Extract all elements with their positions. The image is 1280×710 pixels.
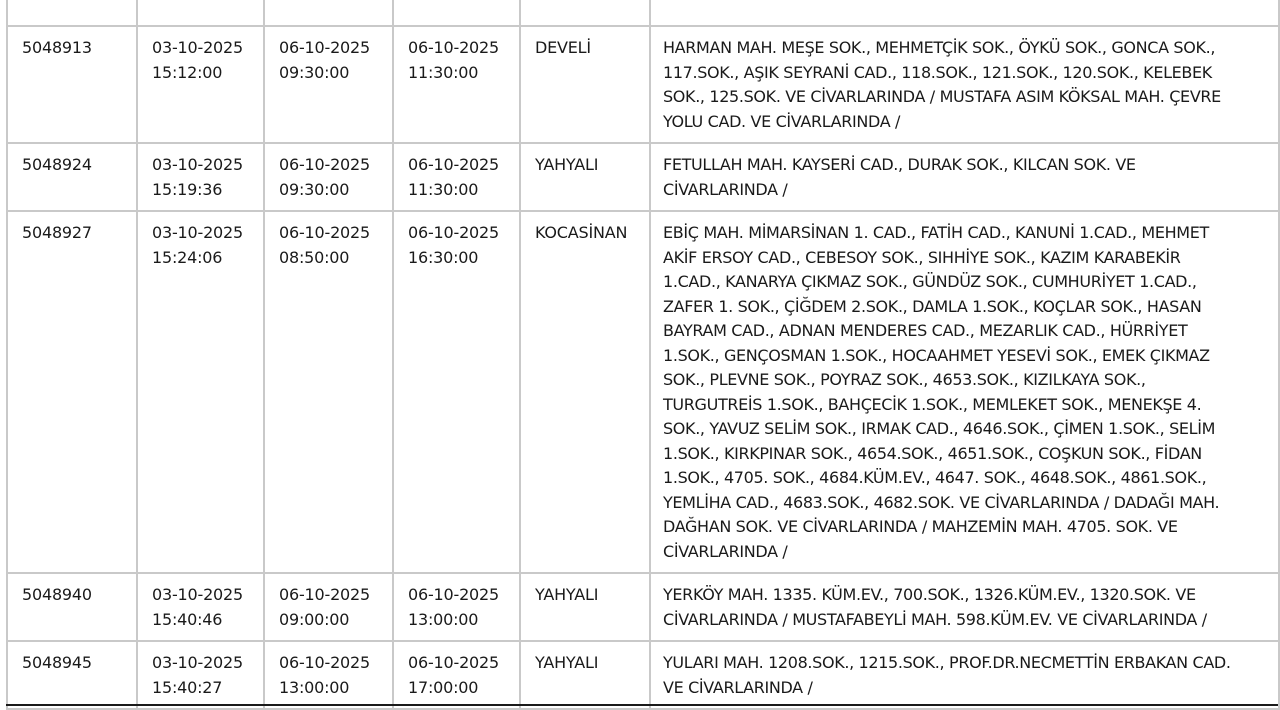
cell-text-line: 15:19:36 bbox=[152, 179, 223, 199]
end-datetime-cell bbox=[393, 143, 520, 211]
start-datetime-cell bbox=[264, 143, 393, 211]
district-cell bbox=[520, 211, 650, 573]
table-row bbox=[7, 211, 1279, 573]
district-cell bbox=[520, 143, 650, 211]
cell-text-line: 09:30:00 bbox=[279, 179, 350, 199]
cell-text-line: 1.SOK., GENÇOSMAN 1.SOK., HOCAAHMET YESEVİ SOK., EMEK ÇIKMAZ bbox=[663, 345, 1210, 365]
cell-text-line: 03-10-2025 bbox=[152, 155, 243, 174]
start-datetime-cell bbox=[264, 26, 393, 143]
cell-text-line: 06-10-2025 bbox=[279, 653, 370, 672]
cell-text-line: 117.SOK., AŞIK SEYRANİ CAD., 118.SOK., 121.SOK., 120.SOK., KELEBEK bbox=[663, 62, 1212, 82]
cell-text-line: YERKÖY MAH. 1335. KÜM.EV., 700.SOK., 1326.KÜM.EV., 1320.SOK. VE bbox=[663, 585, 1196, 604]
cell-text-line: CİVARLARINDA / MUSTAFABEYLİ MAH. 598.KÜM.EV. VE CİVARLARINDA / bbox=[663, 609, 1207, 629]
cell-text-line: CİVARLARINDA / bbox=[663, 541, 788, 561]
district-cell bbox=[520, 641, 650, 709]
table-row bbox=[7, 573, 1279, 641]
cell-text-line: 06-10-2025 bbox=[408, 585, 499, 604]
cell-text-line: KOCASİNAN bbox=[535, 223, 628, 242]
cell-text-line: 09:00:00 bbox=[279, 609, 350, 629]
outage-id-cell bbox=[7, 641, 137, 709]
cell-text-line: 11:30:00 bbox=[408, 179, 479, 199]
cell-text-line: 5048945 bbox=[22, 653, 92, 672]
cell-text-line: 03-10-2025 bbox=[152, 38, 243, 57]
record-datetime-cell bbox=[137, 641, 264, 709]
outage-id-cell bbox=[7, 143, 137, 211]
cell-text-line: 15:40:27 bbox=[152, 677, 223, 697]
table-row bbox=[7, 26, 1279, 143]
cell-text-line: HARMAN MAH. MEŞE SOK., MEHMETÇİK SOK., ÖYKÜ SOK., GONCA SOK., bbox=[663, 38, 1216, 57]
cell-text-line: 06-10-2025 bbox=[408, 653, 499, 672]
outage-id-cell bbox=[7, 211, 137, 573]
cell-text-line: EBİÇ MAH. MİMARSİNAN 1. CAD., FATİH CAD., KANUNİ 1.CAD., MEHMET bbox=[663, 223, 1209, 242]
outage-id-cell bbox=[7, 26, 137, 143]
record-datetime-cell bbox=[137, 211, 264, 573]
district-cell bbox=[520, 26, 650, 143]
cell-text-line: 15:24:06 bbox=[152, 247, 223, 267]
cell-text-line: 06-10-2025 bbox=[408, 38, 499, 57]
cell-text-line: 5048913 bbox=[22, 38, 92, 57]
affected-streets-cell bbox=[650, 641, 1279, 709]
outage-id-cell bbox=[7, 573, 137, 641]
cell-text-line: 13:00:00 bbox=[279, 677, 350, 697]
cell-text-line: 5048940 bbox=[22, 585, 92, 604]
cell-text-line: YULARI MAH. 1208.SOK., 1215.SOK., PROF.DR.NECMETTİN ERBAKAN CAD. bbox=[663, 653, 1231, 672]
power-outage-table bbox=[6, 0, 1280, 710]
cell-text-line: 03-10-2025 bbox=[152, 653, 243, 672]
cell-text-line: YAHYALI bbox=[535, 585, 599, 604]
cell-text-line: 1.SOK., KIRKPINAR SOK., 4654.SOK., 4651.SOK., COŞKUN SOK., FİDAN bbox=[663, 443, 1202, 463]
cell-text-line: 06-10-2025 bbox=[279, 38, 370, 57]
cell-text-line: CİVARLARINDA / bbox=[663, 179, 788, 199]
table-row bbox=[7, 143, 1279, 211]
cell-text-line: 03-10-2025 bbox=[152, 223, 243, 242]
cell-text-line: DAĞHAN SOK. VE CİVARLARINDA / MAHZEMİN MAH. 4705. SOK. VE bbox=[663, 517, 1178, 536]
record-datetime-cell bbox=[137, 573, 264, 641]
start-datetime-cell bbox=[264, 641, 393, 709]
cell-text-line: BAYRAM CAD., ADNAN MENDERES CAD., MEZARLIK CAD., HÜRRİYET bbox=[663, 321, 1188, 340]
affected-streets-cell bbox=[650, 26, 1279, 143]
cell-text-line: 06-10-2025 bbox=[408, 155, 499, 174]
end-datetime-cell bbox=[393, 641, 520, 709]
cell-text-line: ZAFER 1. SOK., ÇİĞDEM 2.SOK., DAMLA 1.SOK., KOÇLAR SOK., HASAN bbox=[663, 296, 1202, 316]
cell-text-line: 15:12:00 bbox=[152, 62, 223, 82]
cell-text-line: 06-10-2025 bbox=[408, 223, 499, 242]
cell-text-line: 11:30:00 bbox=[408, 62, 479, 82]
cell-text-line: DEVELİ bbox=[535, 38, 591, 57]
end-datetime-cell bbox=[393, 26, 520, 143]
cell-text-line: YOLU CAD. VE CİVARLARINDA / bbox=[663, 111, 901, 131]
cell-text-line: YAHYALI bbox=[535, 155, 599, 174]
cell-stub bbox=[264, 0, 393, 26]
cell-text-line: 03-10-2025 bbox=[152, 585, 243, 604]
cell-stub bbox=[137, 0, 264, 26]
cell-text-line: 15:40:46 bbox=[152, 609, 223, 629]
cell-text-line: 16:30:00 bbox=[408, 247, 479, 267]
cell-text-line: 06-10-2025 bbox=[279, 223, 370, 242]
affected-streets-cell bbox=[650, 573, 1279, 641]
cell-text-line: 17:00:00 bbox=[408, 677, 479, 697]
cell-text-line: FETULLAH MAH. KAYSERİ CAD., DURAK SOK., KILCAN SOK. VE bbox=[663, 155, 1136, 174]
cell-text-line: AKİF ERSOY CAD., CEBESOY SOK., SIHHİYE SOK., KAZIM KARABEKİR bbox=[663, 247, 1181, 267]
cell-text-line: SOK., 125.SOK. VE CİVARLARINDA / MUSTAFA ASIM KÖKSAL MAH. ÇEVRE bbox=[663, 87, 1221, 106]
cell-text-line: TURGUTREİS 1.SOK., BAHÇECİK 1.SOK., MEMLEKET SOK., MENEKŞE 4. bbox=[663, 394, 1202, 414]
cell-text-line: VE CİVARLARINDA / bbox=[663, 677, 813, 697]
cell-text-line: 06-10-2025 bbox=[279, 155, 370, 174]
district-cell bbox=[520, 573, 650, 641]
record-datetime-cell bbox=[137, 26, 264, 143]
cell-stub bbox=[520, 0, 650, 26]
cell-text-line: 5048924 bbox=[22, 155, 92, 174]
start-datetime-cell bbox=[264, 573, 393, 641]
cell-stub bbox=[7, 0, 137, 26]
table-row bbox=[7, 641, 1279, 709]
cell-stub bbox=[650, 0, 1279, 26]
start-datetime-cell bbox=[264, 211, 393, 573]
cell-text-line: SOK., YAVUZ SELİM SOK., IRMAK CAD., 4646.SOK., ÇİMEN 1.SOK., SELİM bbox=[663, 419, 1216, 438]
cell-text-line: 06-10-2025 bbox=[279, 585, 370, 604]
end-datetime-cell bbox=[393, 211, 520, 573]
cell-text-line: 5048927 bbox=[22, 223, 92, 242]
cell-text-line: 1.CAD., KANARYA ÇIKMAZ SOK., GÜNDÜZ SOK., CUMHURİYET 1.CAD., bbox=[663, 272, 1197, 291]
cell-text-line: YAHYALI bbox=[535, 653, 599, 672]
cell-text-line: SOK., PLEVNE SOK., POYRAZ SOK., 4653.SOK., KIZILKAYA SOK., bbox=[663, 370, 1146, 389]
cell-text-line: 08:50:00 bbox=[279, 247, 350, 267]
record-datetime-cell bbox=[137, 143, 264, 211]
cell-text-line: YEMLİHA CAD., 4683.SOK., 4682.SOK. VE CİVARLARINDA / DADAĞI MAH. bbox=[663, 492, 1220, 512]
cell-text-line: 1.SOK., 4705. SOK., 4684.KÜM.EV., 4647. SOK., 4648.SOK., 4861.SOK., bbox=[663, 468, 1207, 487]
cell-stub bbox=[393, 0, 520, 26]
previous-row-remnant bbox=[7, 0, 1279, 26]
end-datetime-cell bbox=[393, 573, 520, 641]
affected-streets-cell bbox=[650, 143, 1279, 211]
cell-text-line: 09:30:00 bbox=[279, 62, 350, 82]
cell-text-line: 13:00:00 bbox=[408, 609, 479, 629]
affected-streets-cell bbox=[650, 211, 1279, 573]
